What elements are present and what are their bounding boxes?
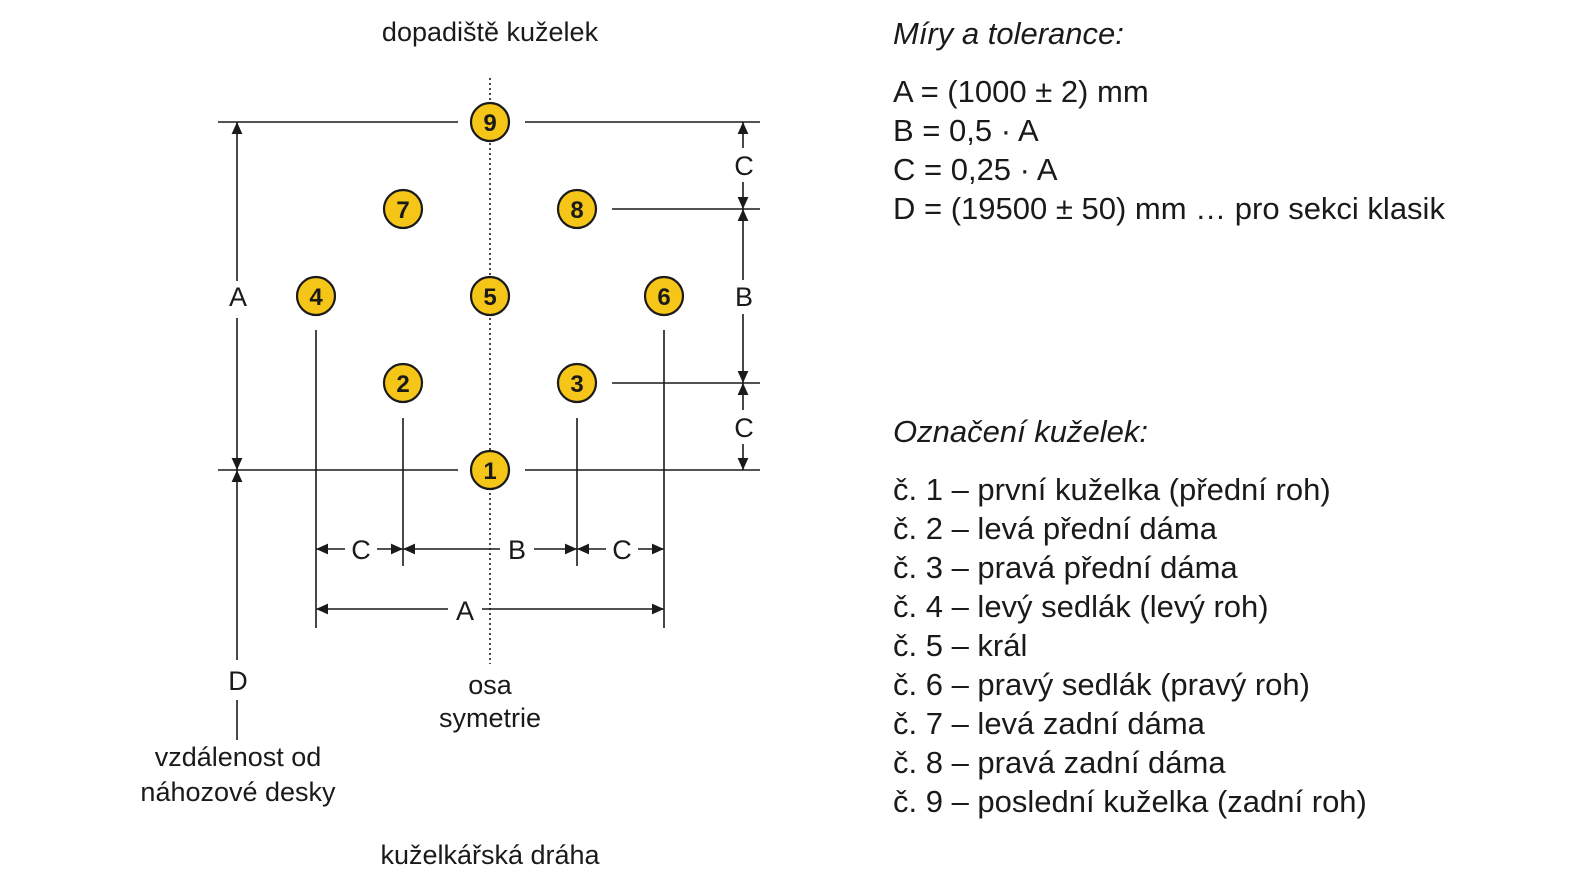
- legend-row-pin-2: č. 2 – levá přední dáma: [893, 511, 1217, 546]
- legend-row-pin-7: č. 7 – levá zadní dáma: [893, 706, 1205, 741]
- pins-legend-list: [893, 470, 1367, 821]
- tolerance-row-b: B = 0,5 · A: [893, 113, 1039, 148]
- pin-3-number: 3: [570, 371, 584, 398]
- tolerances-heading: Míry a tolerance:: [893, 16, 1124, 51]
- pin-9: [471, 103, 509, 141]
- pin-deck-label: dopadiště kuželek: [381, 17, 599, 47]
- pin-4-number: 4: [309, 284, 323, 311]
- legend-row-pin-4: č. 4 – levý sedlák (levý roh): [893, 589, 1269, 624]
- tolerances-list: [893, 72, 1445, 228]
- pin-5-number: 5: [483, 284, 497, 311]
- pin-5: [471, 277, 509, 315]
- tolerances-panel: [893, 16, 1445, 228]
- pin-6: [645, 277, 683, 315]
- dimension-c-upper-label: C: [734, 151, 754, 181]
- legend-row-pin-1: č. 1 – první kuželka (přední roh): [893, 472, 1331, 507]
- pin-8-number: 8: [570, 197, 584, 224]
- pin-7: [384, 190, 422, 228]
- distance-label-line1: vzdálenost od: [154, 742, 322, 772]
- dimension-b-bottom-label: B: [507, 535, 527, 565]
- tolerance-row-c: C = 0,25 · A: [893, 152, 1058, 187]
- symmetry-axis-label-line1: osa: [468, 670, 512, 700]
- legend-row-pin-8: č. 8 – pravá zadní dáma: [893, 745, 1226, 780]
- legend-row-pin-6: č. 6 – pravý sedlák (pravý roh): [893, 667, 1310, 702]
- pin-8: [558, 190, 596, 228]
- pin-4: [297, 277, 335, 315]
- distance-label-line2: náhozové desky: [140, 777, 336, 807]
- pin-1-number: 1: [483, 458, 497, 485]
- dimension-a-bottom-label: A: [455, 596, 475, 626]
- pin-2: [384, 364, 422, 402]
- dimension-b-right-label: B: [734, 282, 754, 312]
- dimension-c-left-label: C: [351, 535, 371, 565]
- dimension-c-lower-label: C: [734, 413, 754, 443]
- legend-row-pin-5: č. 5 – král: [893, 628, 1028, 663]
- dimension-a-left-label: A: [228, 282, 248, 312]
- legend-row-pin-3: č. 3 – pravá přední dáma: [893, 550, 1238, 585]
- pin-6-number: 6: [657, 284, 671, 311]
- pin-9-number: 9: [483, 110, 497, 137]
- symmetry-axis-label-line2: symetrie: [438, 703, 542, 733]
- pins-legend-panel: [893, 414, 1367, 821]
- pin-1: [471, 451, 509, 489]
- tolerance-row-d: D = (19500 ± 50) mm … pro sekci klasik: [893, 191, 1445, 226]
- dimension-d-label: D: [228, 666, 248, 696]
- pins-legend-heading: Označení kuželek:: [893, 414, 1149, 449]
- dimension-c-right-label: C: [612, 535, 632, 565]
- pin-3: [558, 364, 596, 402]
- pin-7-number: 7: [396, 197, 410, 224]
- legend-row-pin-9: č. 9 – poslední kuželka (zadní roh): [893, 784, 1367, 819]
- tolerance-row-a: A = (1000 ± 2) mm: [893, 74, 1149, 109]
- pin-2-number: 2: [396, 371, 410, 398]
- lane-label: kuželkářská dráha: [380, 840, 600, 870]
